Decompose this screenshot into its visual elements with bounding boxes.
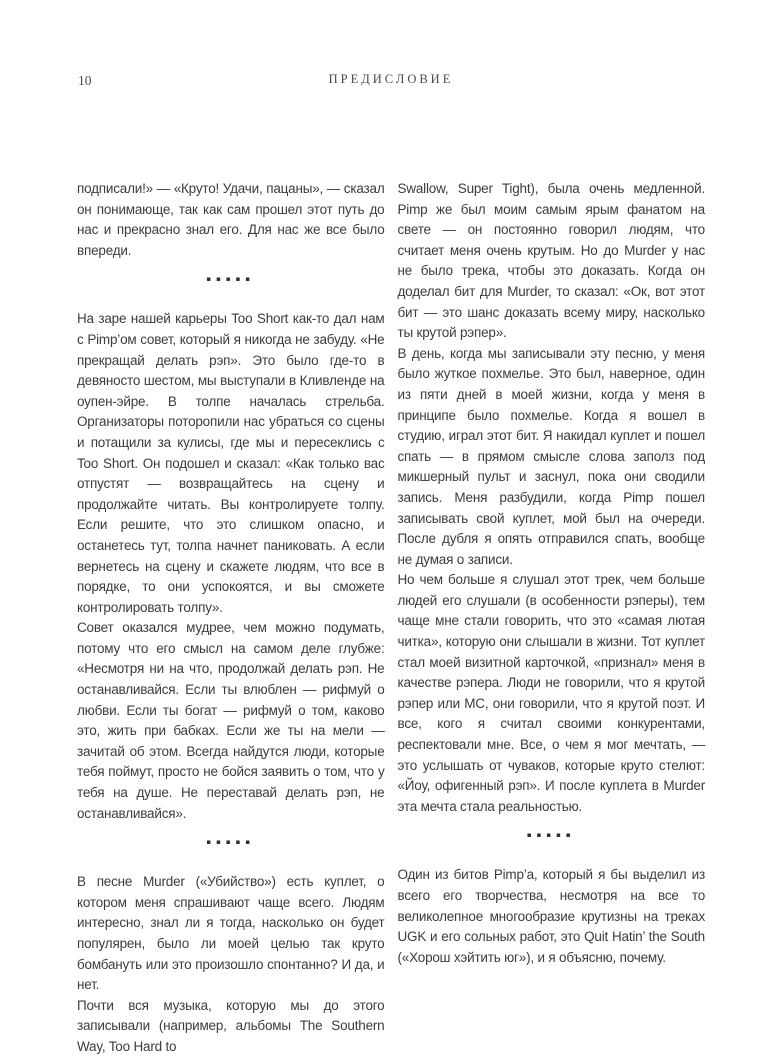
section-separator-dots: ▪▪▪▪▪: [526, 831, 576, 840]
paragraph: Swallow, Super Tight), была очень медленной. Pimp же был моим самым ярым фанатом на свете — он постоянно говорил людям, что считает меня очень крутым. Но до Murder у нас не было трека, чтобы это доказать. Когда он доделал бит для Murder, то сказал: «Ок, вот этот бит — это шанс доказать всему миру, насколько ты крутой рэпер».: [397, 181, 705, 341]
page-header: [77, 72, 705, 90]
paragraph: В день, когда мы записывали эту песню, у меня было жуткое похмелье. Это был, наверное, один из пяти дней в моей жизни, когда у меня в принципе было похмелье. Когда я вошел в студию, играл этот бит. Я накидал куплет и пошел спать — в прямом смысле слова заполз под микшерный пульт и заснул, пока они сводили запись. Меня разбудили, когда Pimp пошел записывать свой куплет, мой был на очереди. После дубля я опять отправился спать, вообще не думая о записи.: [397, 345, 705, 567]
paragraph: Один из битов Pimp’а, который я бы выделил из всего его творчества, несмотря на все то великолепное многообразие крутизны на треках UGK и его сольных работ, это Quit Hatin’ the South («Хорош хэйтить юг»), и я объясню, почему.: [397, 867, 705, 965]
section-separator-dots: ▪▪▪▪▪: [206, 275, 256, 284]
page-number: 10: [78, 73, 92, 88]
running-title: ПРЕДИСЛОВИЕ: [328, 72, 454, 86]
paragraph: В песне Murder («Убийство») есть куплет, о котором меня спрашивают чаще всего. Людям интересно, знал ли я тогда, насколько он будет популярен, было ли моей целью так круто бомбануть или это произошло спонтанно? И да, и нет.: [77, 874, 385, 993]
text-columns: [77, 179, 705, 1058]
left-column: [77, 179, 385, 1058]
paragraph: Почти вся музыка, которую мы до этого записывали (например, альбомы The Southern Way, Too Hard to: [77, 997, 385, 1054]
paragraph: Совет оказался мудрее, чем можно подумать, потому что его смысл на самом деле глубже: «Несмотря ни на что, продолжай делать рэп. Не останавливайся. Если ты влюблен — рифмуй о любви. Если ты богат — рифмуй о том, каково это, жить при бабках. Если же ты на мели — зачитай об этом. Всегда найдутся люди, которые тебя поймут, просто не бойся заявить о том, что у тебя на душе. Не переставай делать рэп, не останавливайся».: [77, 620, 385, 821]
paragraph: Но чем больше я слушал этот трек, чем больше людей его слушали (в особенности рэперы), тем чаще мне стали говорить, что это «самая лютая читка», которую они слышали в жизни. Тот куплет стал моей визитной карточкой, «признал» меня в качестве рэпера. Люди не говорили, что я крутой рэпер или MC, они говорили, что я крутой поэт. И все, кого я считал своими конкурентами, респектовали мне. Все, о чем я мог мечтать, — это услышать от чуваков, которые круто стелют: «Йоу, офигенный рэп». И после куплета в Murder эта мечта стала реальностью.: [397, 572, 705, 814]
right-column: [398, 179, 706, 1058]
paragraph: подписали!» — «Круто! Удачи, пацаны», — сказал он понимающе, так как сам прошел этот путь до нас и прекрасно знал его. Для нас же все было впереди.: [77, 181, 385, 258]
paragraph: На заре нашей карьеры Too Short как-то дал нам с Pimp’ом совет, который я никогда не забуду. «Не прекращай делать рэп». Это было где-то в девяносто шестом, мы выступали в Кливленде на оупен-эйре. В толпе началась стрельба. Организаторы поторопили нас убраться со сцены и потащили за кулисы, где мы и пересеклись с Too Short. Он подошел и сказал: «Как только вас отпустят — возвращайтесь на сцену и продолжайте читать. Вы контролируете толпу. Если решите, что это слишком опасно, и останетесь тут, толпа начнет паниковать. А если вернетесь на сцену и скажете людям, что все в порядке, то они успокоятся, и вы сможете контролировать толпу».: [77, 311, 385, 615]
section-separator-dots: ▪▪▪▪▪: [206, 838, 256, 847]
